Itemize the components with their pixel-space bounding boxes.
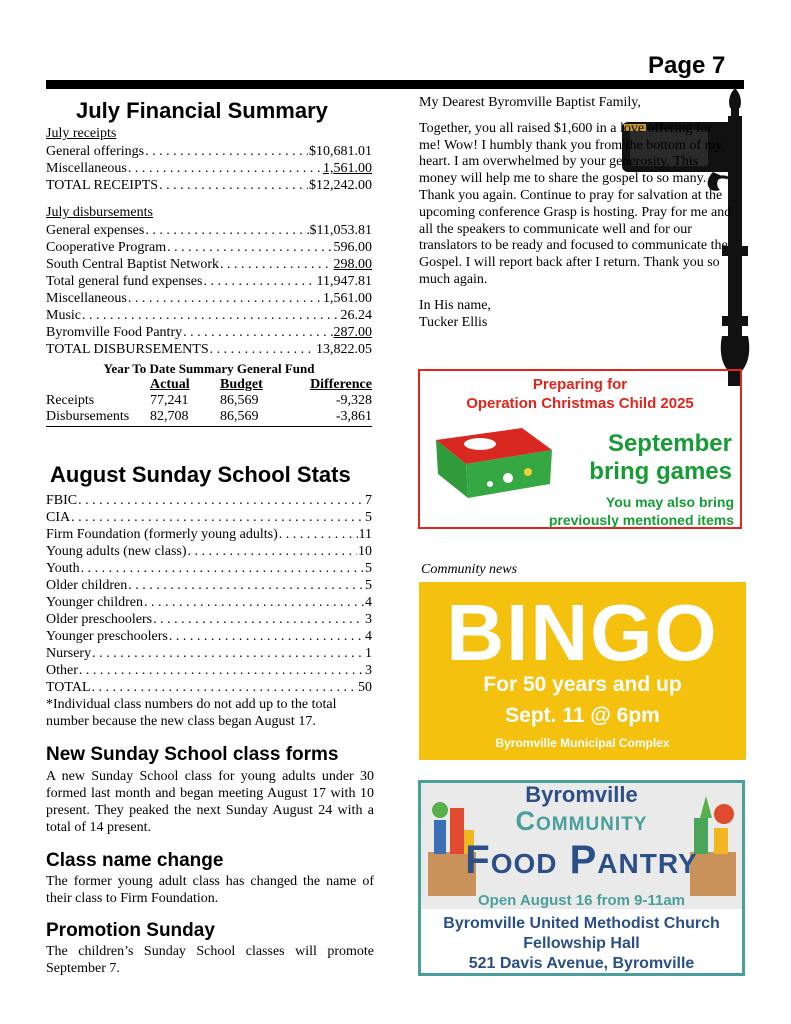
stat-row: Younger preschoolers . . . 4: [46, 628, 372, 645]
pantry-town: Byromville: [525, 782, 638, 807]
article-body: The children’s Sunday School classes will promote September 7.: [46, 944, 374, 976]
pantry-address: 521 Davis Avenue, Byromville: [468, 955, 695, 972]
stat-row: CIA . . . 5: [46, 509, 372, 526]
letter-closing: In His name,: [419, 297, 491, 313]
disbursement-row: Total general fund expenses . . . 11,947.81: [46, 273, 372, 290]
financial-summary-title: July Financial Summary: [76, 98, 328, 123]
disbursement-row: Byromville Food Pantry . . . 287.00: [46, 324, 372, 341]
stat-row: FBIC . . . 7: [46, 492, 372, 509]
shoebox-gift-image: [428, 420, 558, 502]
pantry-hall: Fellowship Hall: [523, 935, 640, 952]
occ-month: September: [607, 430, 732, 457]
article-title: New Sunday School class forms: [46, 744, 339, 765]
stat-row: Older children . . . 5: [46, 577, 372, 594]
article-body: The former young adult class has changed the name of their class to Firm Foundation.: [46, 874, 374, 906]
disbursements-label: July disbursements: [46, 205, 153, 220]
letter-signature: Tucker Ellis: [419, 314, 488, 330]
pantry-church: Byromville United Methodist Church: [443, 915, 720, 932]
pantry-hours: Open August 16 from 9-11am: [478, 892, 685, 909]
occ-bring: bring games: [589, 458, 732, 485]
occ-heading: Preparing for: [532, 376, 628, 393]
receipt-row: Miscellaneous . . . 1,561.00: [46, 160, 372, 177]
ytd-header: Difference: [310, 377, 372, 392]
stat-row: Nursery . . . 1: [46, 645, 372, 662]
stat-row: TOTAL . . . 50: [46, 679, 372, 696]
bingo-date: Sept. 11 @ 6pm: [505, 704, 660, 727]
bingo-title: BINGO: [446, 588, 719, 677]
stat-row: Firm Foundation (formerly young adults) . . . 11: [46, 526, 372, 543]
stat-row: Other . . . 3: [46, 662, 372, 679]
sunday-school-note: *Individual class numbers do not add up to the total number because the new class began August 17.: [46, 697, 337, 729]
sunday-school-title: August Sunday School Stats: [50, 462, 351, 487]
pantry-title: Food Pantry: [465, 838, 698, 882]
ytd-table: [46, 377, 372, 425]
thank-you-letter: [419, 95, 733, 331]
article-title: Promotion Sunday: [46, 920, 215, 941]
disbursement-row: Cooperative Program . . . 596.00: [46, 239, 372, 256]
page-number: Page 7: [648, 52, 726, 79]
occ-may-also: You may also bring: [605, 494, 734, 510]
receipts-label: July receipts: [46, 126, 117, 141]
occ-previous-items: previously mentioned items: [548, 512, 734, 528]
occ-heading-event: Operation Christmas Child 2025: [466, 395, 694, 412]
stat-row: Younger children . . . 4: [46, 594, 372, 611]
community-news-label: Community news: [421, 562, 518, 577]
bingo-age: For 50 years and up: [483, 673, 682, 696]
stat-row: Older preschoolers . . . 3: [46, 611, 372, 628]
disbursement-row: Music . . . 26.24: [46, 307, 372, 324]
disbursement-row: General expenses . . . $11,053.81: [46, 222, 372, 239]
article-body: A new Sunday School class for young adults under 30 formed last month and began meeting August 17 with 10 present. They peaked the next Sunday August 24 with a total of 14 present.: [46, 769, 374, 835]
letter-greeting: My Dearest Byromville Baptist Family,: [419, 95, 641, 110]
stat-row: Youth . . . 5: [46, 560, 372, 577]
ytd-header: Actual: [150, 377, 190, 392]
ytd-underline: [46, 426, 372, 427]
disbursement-row: South Central Baptist Network . . . 298.00: [46, 256, 372, 273]
disbursement-row: TOTAL DISBURSEMENTS . . . 13,822.05: [46, 341, 372, 358]
disbursement-row: Miscellaneous . . . 1,561.00: [46, 290, 372, 307]
receipt-row: TOTAL RECEIPTS . . . $12,242.00: [46, 177, 372, 194]
receipt-row: General offerings . . . $10,681.01: [46, 143, 372, 160]
stat-row: Young adults (new class) . . . 10: [46, 543, 372, 560]
letter-body: Together, you all raised $1,600 in a love offering for me! Wow! I humbly thank you from the bottom of my heart. I am overwhelmed by your generosity. This money will help me to share the gospel to so many. Thank you again. Continue to pray for salvation at the upcoming conference Grasp is hosting. Pray for me and all the speakers to communicate well and for our translators to be ready and focused to communicate the Gospel. I will report back after I return. Thank you so much again.: [419, 120, 732, 287]
ytd-title: Year To Date Summary General Fund: [103, 361, 315, 376]
article-title: Class name change: [46, 850, 224, 871]
ytd-header: Budget: [220, 377, 263, 392]
bingo-location: Byromville Municipal Complex: [495, 736, 670, 750]
table-row: Receipts 77,241 86,569 -9,328: [46, 393, 372, 408]
table-row: Disbursements 82,708 86,569 -3,861: [46, 409, 372, 424]
pantry-community: Community: [515, 806, 648, 836]
